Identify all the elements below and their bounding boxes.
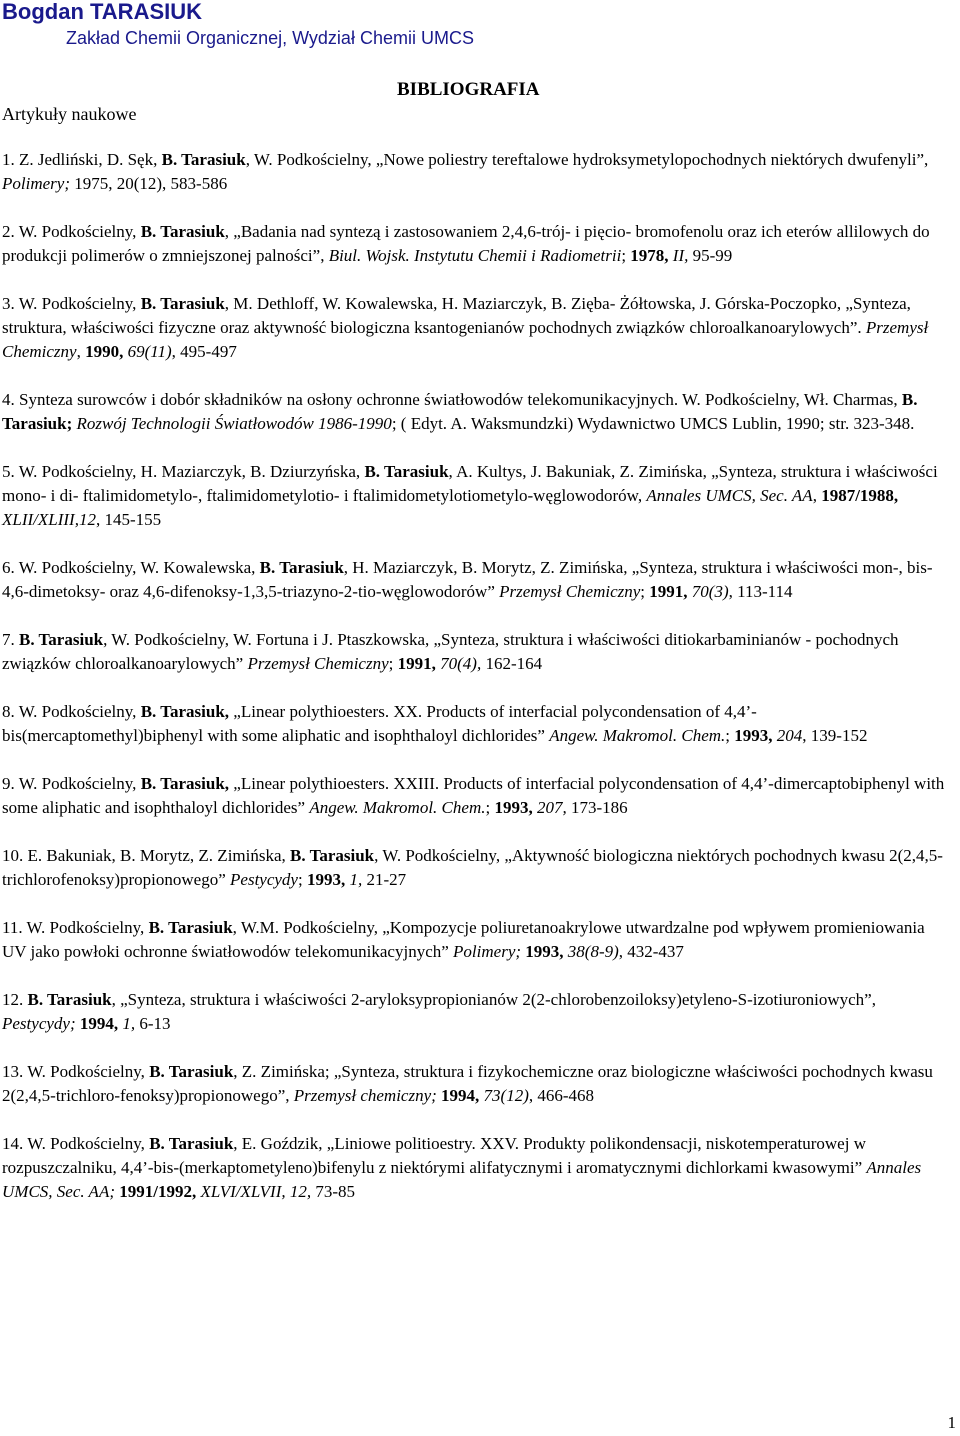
entry-text: ; [725,726,735,745]
entry-text: B. Tarasiuk [19,630,104,649]
entry-text: 162-164 [481,654,543,673]
entry-text: , 113-114 [728,582,793,601]
entry-text: B. Tarasiuk [140,294,225,313]
entry-text: B. Tarasiuk [148,918,233,937]
entry-text: , Z. Zimińska; „Synteza, struktura i fizykochemiczne oraz biologiczne właściwości pochodnych kwasu 2(2,4,5-trichloro-fenoksy)propionowego”, [2,1062,933,1105]
bibliography-entry [2,388,946,436]
entry-text: 1993, [494,798,533,817]
entry-text: Annales UMCS, Sec. AA [646,486,813,505]
entry-text: Angew. Makromol. Chem. [549,726,726,745]
entry-text: Angew. Makromol. Chem. [309,798,486,817]
entry-text: , W.M. Podkościelny, „Kompozycje poliuretanoakrylowe utwardzalne pod wpływem promieniowania UV jako powłoki ochronne światłowodów telekomunikacyjnych” [2,918,925,961]
entry-text: 1991, [649,582,688,601]
entry-text: „Linear polythioesters. XXIII. Products of interfacial polycondensation of 4,4’-dimercaptobiphenyl with some aliphatic and isophthaloyl dichlorides” [2,774,945,817]
entry-text: 73(12) [483,1086,529,1105]
entry-text: 1993, [734,726,773,745]
entry-text: 1994, [79,1014,119,1033]
entry-text: 6-13 [135,1014,171,1033]
entry-text: B. Tarasiuk [27,990,112,1009]
entry-text: 95-99 [688,246,733,265]
bibliography-entry [2,916,946,964]
entry-text: XLII/XLIII,12 [2,510,96,529]
entry-text: Przemysł chemiczny; [293,1086,437,1105]
entry-text: , „Synteza, struktura i właściwości 2-aryloksypropionianów 2(2-chlorobenzoiloksy)etyleno-S-izotiuroniowych”, [111,990,876,1009]
entry-text: , 145-155 [95,510,162,529]
entry-text: Przemysł Chemiczny [499,582,641,601]
entry-text: ; [621,246,631,265]
entry-text: 1991, [397,654,436,673]
entry-text: B. Tarasiuk; [2,390,918,433]
entry-text: 1, [349,870,363,889]
entry-text: Rozwój Technologii Światłowodów 1986-1990 [76,414,392,433]
entry-text: , [76,342,86,361]
entry-text: , 139-152 [802,726,868,745]
section-label: Artykuły naukowe [2,104,137,124]
entry-text: 13. W. Podkościelny, [2,1062,150,1081]
entry-text: Przemysł Chemiczny [2,318,929,361]
entry-text: 1, [122,1014,136,1033]
entry-text: , W. Podkościelny, W. Fortuna i J. Ptaszkowska, „Synteza, struktura i właściwości ditiokarbaminianów - pochodnych związków chloroalkanoarylowych” [2,630,899,673]
entry-text: Polimery; [2,174,70,193]
entry-text: 1990, [85,342,124,361]
entry-text: 204 [776,726,803,745]
entry-text: 1987/1988, [821,486,899,505]
entry-text: 207, [536,798,567,817]
entry-text: B. Tarasiuk [149,1062,234,1081]
entry-text: 69(11) [127,342,172,361]
entry-text: 21-27 [362,870,407,889]
bibliography-entry [2,556,946,604]
entry-text: ; [297,870,307,889]
entry-text: , W. Podkościelny, „Aktywność biologiczna niektórych pochodnych kwasu 2(2,4,5-trichlorofenoksy)propionowego” [2,846,943,889]
bibliography-entry [2,148,946,196]
entry-text: 5. W. Podkościelny, H. Maziarczyk, B. Dziurzyńska, [2,462,365,481]
affiliation: Zakład Chemii Organicznej, Wydział Chemii UMCS [66,28,474,48]
entry-text: , A. Kultys, J. Bakuniak, Z. Zimińska, „Synteza, struktura i właściwości mono- i di- ftalimidometylo-, ftalimidometylotio- i ftalimidometylotiometylo-węglowodorów, [2,462,938,505]
entry-text: 73-85 [311,1182,356,1201]
entry-text: Pestycydy; [2,1014,76,1033]
bibliography-list [2,148,946,1228]
entry-text: 38(8-9) [567,942,619,961]
entry-text: Polimery; [453,942,522,961]
bibliography-entry [2,1132,946,1204]
entry-text: 12. [2,990,28,1009]
bibliography-entry [2,460,946,532]
entry-text: , W. Podkościelny, „Nowe poliestry tereftalowe hydroksymetylopochodnych niektórych dwufenyli”, [245,150,929,169]
entry-text: 9. W. Podkościelny, [2,774,141,793]
entry-text: 1993, [306,870,346,889]
entry-text: 1978, [630,246,669,265]
entry-text: 1975, 20(12), 583-586 [69,174,228,193]
entry-text: B. Tarasiuk [161,150,246,169]
bibliography-entry [2,628,946,676]
entry-text: XLVI/XLVII, 12, [200,1182,312,1201]
entry-text: 1994, [441,1086,480,1105]
entry-text: 10. E. Bakuniak, B. Morytz, Z. Zimińska, [2,846,291,865]
entry-text: ; [485,798,495,817]
entry-text: 2. W. Podkościelny, [2,222,141,241]
entry-text: B. Tarasiuk [259,558,344,577]
entry-text: B. Tarasiuk, [140,774,230,793]
bibliography-entry [2,844,946,892]
entry-text: , [812,486,822,505]
entry-text: 14. W. Podkościelny, [2,1134,150,1153]
entry-text: 1991/1992, [119,1182,197,1201]
bibliography-title: BIBLIOGRAFIA [397,79,540,100]
entry-text: ; ( Edyt. A. Waksmundzki) Wydawnictwo UMCS Lublin, 1990; str. 323-348. [391,414,915,433]
bibliography-entry [2,1060,946,1108]
entry-text: , E. Goździk, „Liniowe politioestry. XXV. Produkty polikondensacji, niskotemperaturowej w rozpuszczalniku, 4,4’-bis-(merkaptometyleno)bifenylu z niektórymi alifatycznymi i aromatycznymi dichlorkami kwasowymi” [2,1134,867,1177]
entry-text: 1. Z. Jedliński, D. Sęk, [2,150,162,169]
entry-text: ; [640,582,650,601]
bibliography-entry [2,772,946,820]
entry-text: 70(4), [440,654,482,673]
entry-text: 173-186 [566,798,628,817]
entry-text: , 495-497 [171,342,237,361]
entry-text: 1993, [525,942,564,961]
entry-text: B. Tarasiuk [290,846,375,865]
entry-text: B. Tarasiuk [149,1134,234,1153]
entry-text: 4. Synteza surowców i dobór składników na osłony ochronne światłowodów telekomunikacyjnych. W. Podkościelny, Wł. Charmas, [2,390,902,409]
entry-text: 7. [2,630,19,649]
entry-text: Annales UMCS, Sec. AA; [2,1158,922,1201]
entry-text: Biul. Wojsk. Instytutu Chemii i Radiometrii [328,246,622,265]
page-number: 1 [947,1413,956,1432]
entry-text: 70(3) [691,582,729,601]
entry-text: , 432-437 [618,942,684,961]
entry-text: , M. Dethloff, W. Kowalewska, H. Maziarczyk, B. Zięba- Żółtowska, J. Górska-Poczopko, „Synteza, struktura, właściwości fizyczne oraz aktywność biologiczna ksantogenianów pochodnych związków chloroalkanoarylowych”. [2,294,911,337]
entry-text: „Linear polythioesters. XX. Products of interfacial polycondensation of 4,4’-bis(mercaptomethyl)biphenyl with some aliphatic and isophthaloyl dichlorides” [2,702,757,745]
entry-text: ; [388,654,398,673]
entry-text: Pestycydy [230,870,298,889]
entry-text: , H. Maziarczyk, B. Morytz, Z. Zimińska, „Synteza, struktura i właściwości mon-, bis-4,6-dimetoksy- oraz 4,6-difenoksy-1,3,5-triazyno-2-tio-węglowodorów” [2,558,933,601]
entry-text: , 466-468 [528,1086,595,1105]
author-name: Bogdan TARASIUK [2,0,203,24]
bibliography-entry [2,220,946,268]
entry-text: II, [672,246,689,265]
entry-text: B. Tarasiuk [140,222,225,241]
bibliography-entry [2,292,946,364]
entry-text: 8. W. Podkościelny, [2,702,141,721]
entry-text: B. Tarasiuk [364,462,449,481]
bibliography-entry [2,988,946,1036]
bibliography-entry [2,700,946,748]
entry-text: B. Tarasiuk, [140,702,230,721]
entry-text: Przemysł Chemiczny [247,654,389,673]
entry-text: 11. W. Podkościelny, [2,918,149,937]
entry-text: 6. W. Podkościelny, W. Kowalewska, [2,558,260,577]
entry-text: , „Badania nad syntezą i zastosowaniem 2,4,6-trój- i pięcio- bromofenolu oraz ich eterów allilowych do produkcji polimerów o zmniejszonej palności”, [2,222,930,265]
entry-text: 3. W. Podkościelny, [2,294,141,313]
